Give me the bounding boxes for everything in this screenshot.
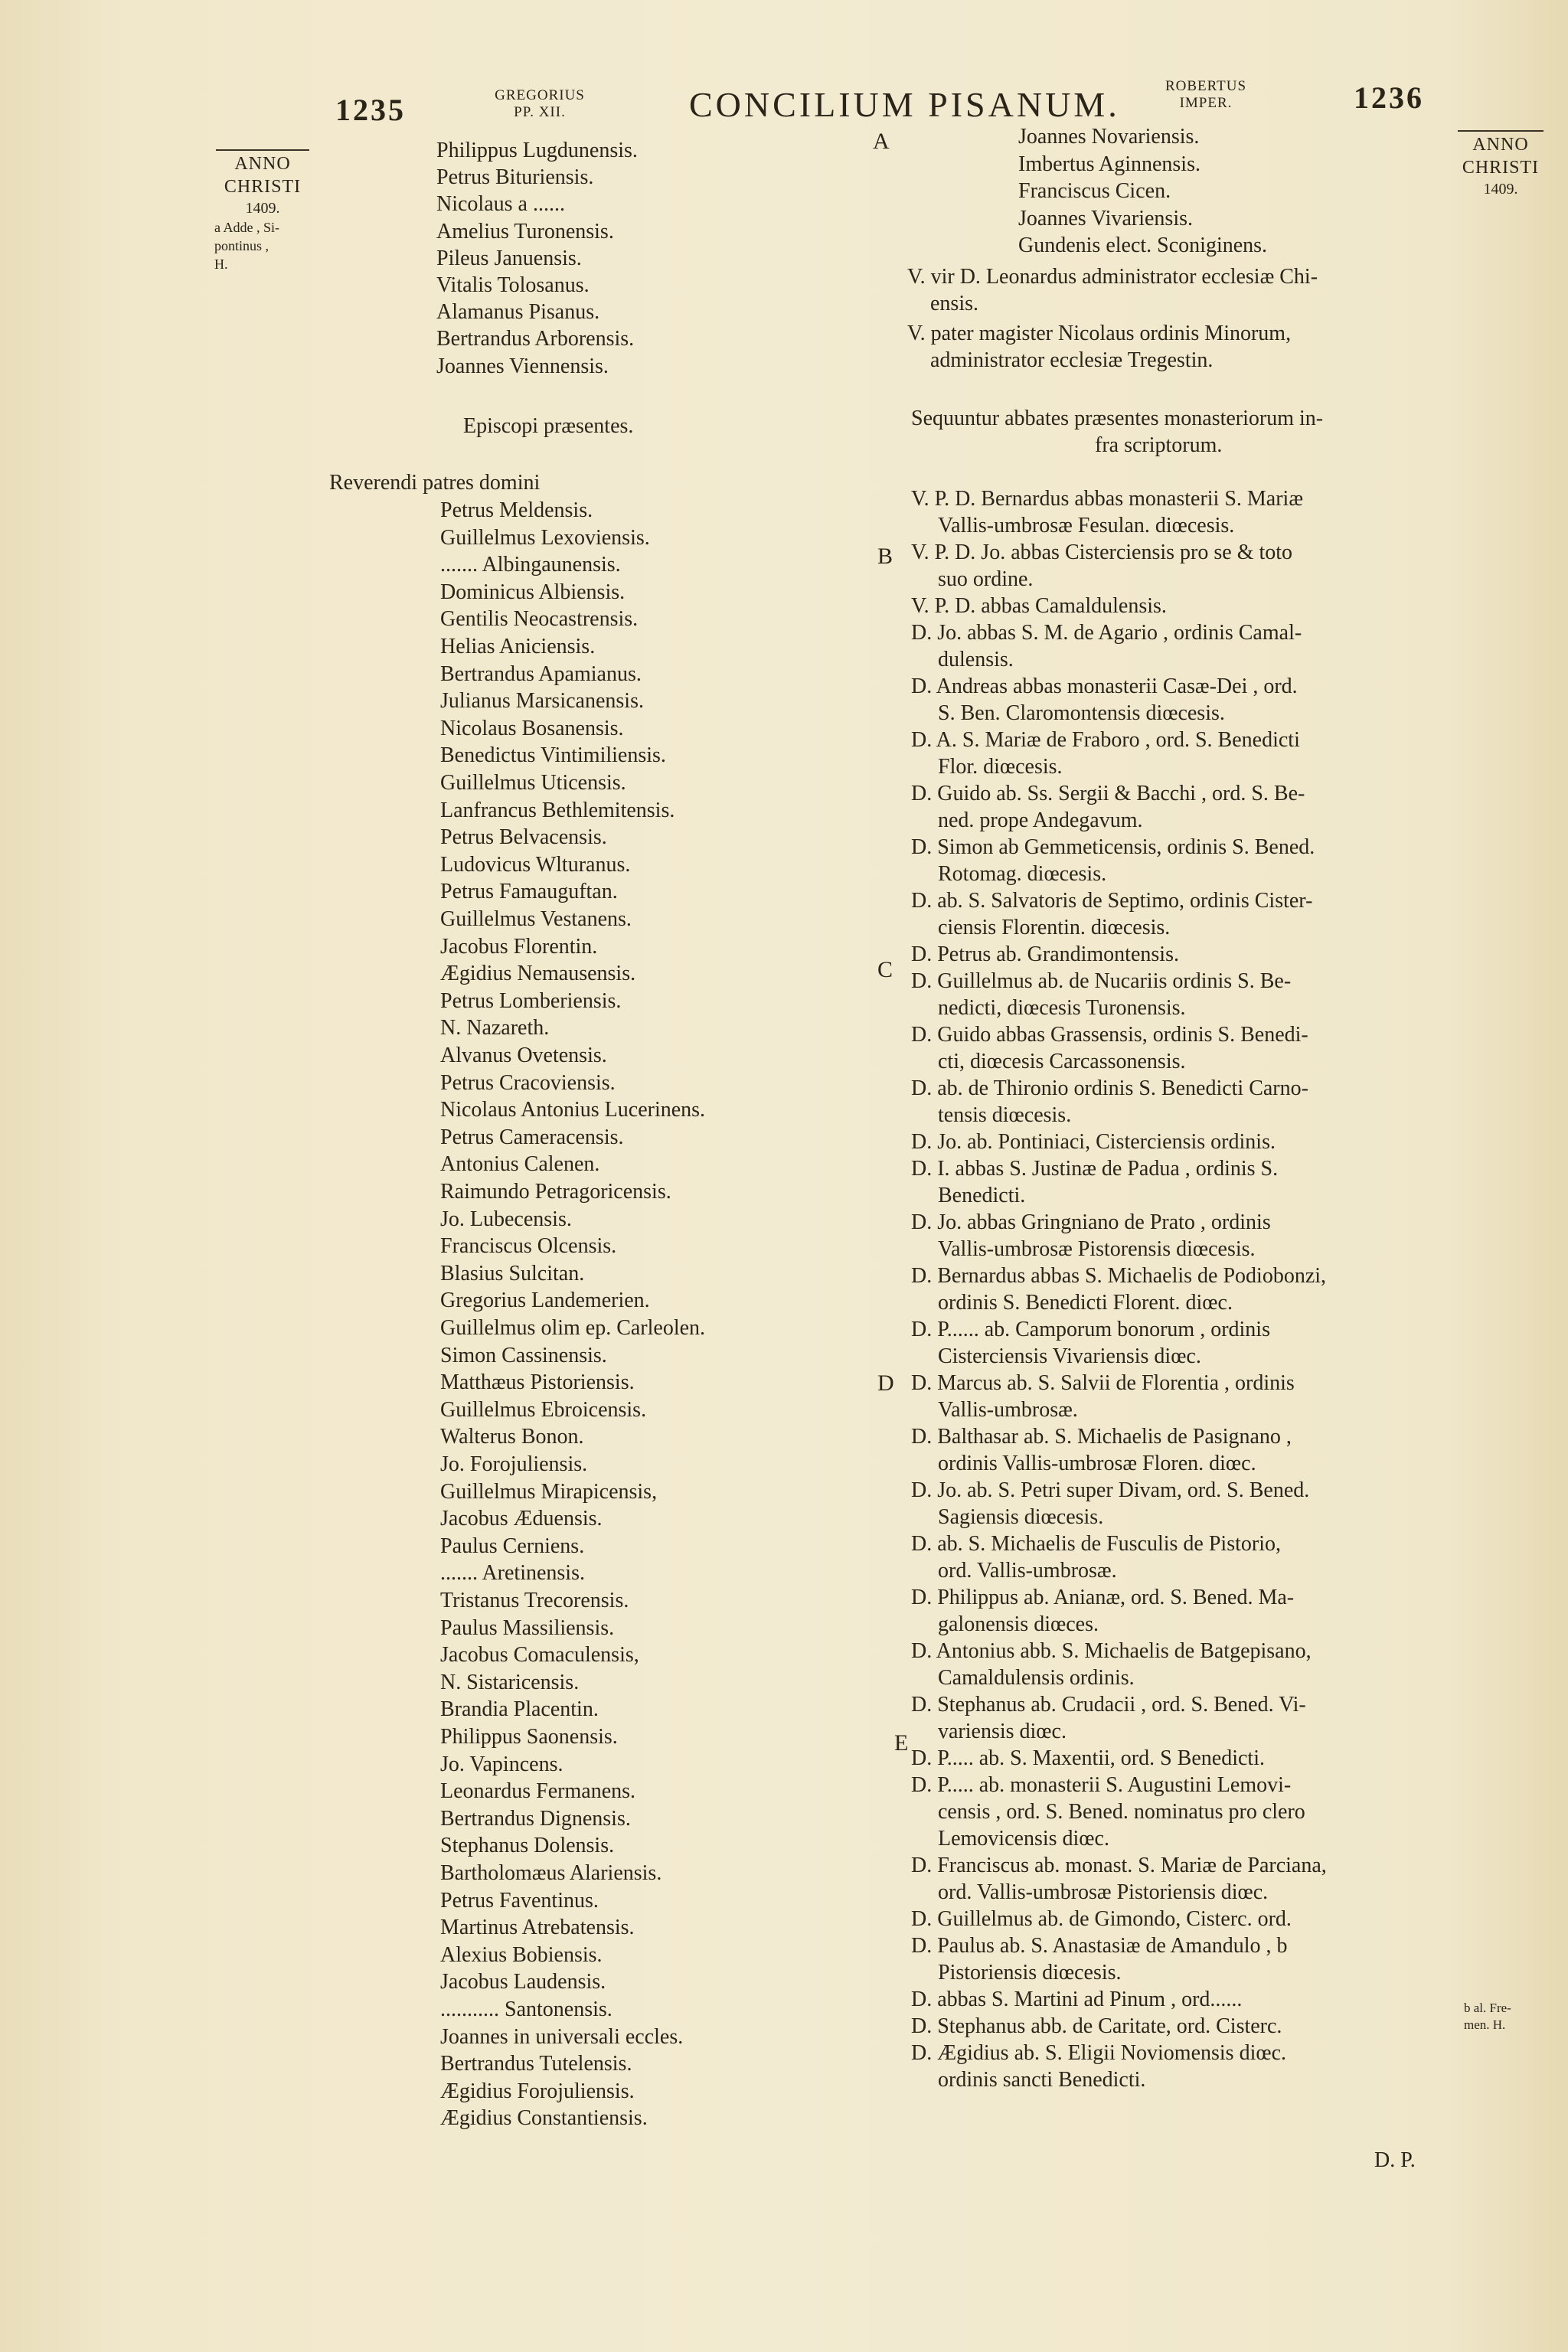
bishop-entry: Petrus Meldensis.: [440, 498, 593, 522]
page-number-left: 1235: [335, 93, 406, 127]
bishop-entry: Petrus Cracoviensis.: [440, 1070, 616, 1095]
bishop-entry: Jo. Forojuliensis.: [440, 1452, 588, 1476]
abbot-entry: tensis diœcesis.: [938, 1103, 1072, 1127]
archbishop-entry: Philippus Lugdunensis.: [436, 139, 638, 162]
abbot-entry: D. Jo. ab. Pontiniaci, Cisterciensis ordinis.: [911, 1130, 1276, 1154]
bishop-entry: ....... Albingaunensis.: [440, 553, 621, 577]
bishop-entry: Paulus Massiliensis.: [440, 1615, 615, 1640]
catchword: D. P.: [1374, 2148, 1416, 2172]
left-margin-note: [213, 149, 312, 273]
bishop-entry: Alvanus Ovetensis.: [440, 1044, 607, 1067]
bishop-entry: Raimundo Petragoricensis.: [440, 1180, 671, 1204]
emperor-name: ROBERTUS: [1165, 78, 1247, 94]
bishop-entry: Petrus Belvacensis.: [440, 825, 607, 850]
administrator-entry: V. vir D. Leonardus administrator ecclesiæ Chi-: [907, 265, 1318, 289]
bishop-entry: Ægidius Forojuliensis.: [440, 2079, 635, 2103]
bishop-entry: Jacobus Æduensis.: [440, 1507, 603, 1531]
abbot-entry: dulensis.: [938, 648, 1014, 671]
bishop-entry: Jacobus Laudensis.: [440, 1970, 606, 1994]
bishop-entry: Jacobus Comaculensis,: [440, 1643, 639, 1668]
bishop-entry: Guillelmus Mirapicensis,: [440, 1479, 658, 1504]
archbishop-entry: Petrus Bituriensis.: [436, 165, 594, 190]
abbot-entry: Sagiensis diœcesis.: [938, 1505, 1104, 1529]
abbot-entry: D. Philippus ab. Anianæ, ord. S. Bened. Ma-: [911, 1586, 1295, 1609]
running-header: [0, 77, 1568, 138]
abbot-entry: S. Ben. Claromontensis diœcesis.: [938, 701, 1225, 725]
abbot-entry: D. I. abbas S. Justinæ de Padua , ordinis S.: [911, 1157, 1279, 1181]
section-heading-abbates: Sequuntur abbates præsentes monasteriorum in-: [911, 407, 1324, 430]
bishop-entry: Dominicus Albiensis.: [440, 580, 626, 604]
bishop-entry: Bertrandus Apamianus.: [440, 662, 642, 686]
bishop-entry: Gentilis Neocastrensis.: [440, 607, 639, 632]
footnote-a-line3: H.: [214, 256, 228, 272]
section-letter-a: A: [873, 129, 890, 154]
bishop-entry: Nicolaus Antonius Lucerinens.: [440, 1098, 706, 1122]
archbishop-entry: Joannes Vivariensis.: [1018, 206, 1193, 230]
abbot-entry: ordinis Vallis-umbrosæ Floren. diœc.: [938, 1452, 1256, 1475]
abbot-entry: Pistoriensis diœcesis.: [938, 1961, 1122, 1984]
abbot-entry: D. Antonius abb. S. Michaelis de Batgepisano,: [911, 1639, 1312, 1663]
bishop-entry: Ægidius Nemausensis.: [440, 962, 636, 986]
abbot-entry: D. Guillelmus ab. de Gimondo, Cisterc. ord.: [911, 1907, 1292, 1931]
abbot-entry: D. Jo. abbas S. M. de Agario , ordinis Camal-: [911, 621, 1302, 645]
archbishop-entry: Bertrandus Arborensis.: [436, 327, 635, 351]
abbot-entry: D. P..... ab. monasterii S. Augustini Lemovi-: [911, 1773, 1292, 1797]
bishop-entry: Jo. Lubecensis.: [440, 1207, 572, 1231]
abbot-entry: Flor. diœcesis.: [938, 755, 1063, 779]
abbot-entry: ned. prope Andegavum.: [938, 808, 1143, 832]
bishop-entry: Ægidius Constantiensis.: [440, 2106, 648, 2131]
bishop-entry: Nicolaus Bosanensis.: [440, 716, 624, 740]
footnote-b: [1464, 2000, 1556, 2034]
bishop-entry: Alexius Bobiensis.: [440, 1942, 603, 1967]
abbot-entry: ordinis S. Benedicti Florent. diœc.: [938, 1291, 1233, 1315]
administrator-entry: administrator ecclesiæ Tregestin.: [930, 348, 1214, 372]
bishop-entry: Bartholomæus Alariensis.: [440, 1861, 662, 1885]
bishop-entry: Guillelmus Ebroicensis.: [440, 1397, 647, 1422]
abbot-entry: D. Balthasar ab. S. Michaelis de Pasignano ,: [911, 1425, 1292, 1449]
abbot-entry: D. Stephanus abb. de Caritate, ord. Cisterc.: [911, 2014, 1282, 2038]
abbot-entry: D. Marcus ab. S. Salvii de Florentia , ordinis: [911, 1371, 1295, 1395]
abbot-entry: Rotomag. diœcesis.: [938, 862, 1107, 886]
abbot-entry: D. ab. S. Michaelis de Fusculis de Pistorio,: [911, 1532, 1281, 1556]
abbot-entry: V. P. D. abbas Camaldulensis.: [911, 594, 1167, 618]
emperor-title: IMPER.: [1179, 95, 1233, 111]
section-letter-b: B: [877, 544, 893, 569]
abbot-entry: ord. Vallis-umbrosæ Pistoriensis diœc.: [938, 1880, 1269, 1904]
right-margin-note: [1455, 130, 1547, 199]
bishop-entry: Philippus Saonensis.: [440, 1725, 618, 1749]
bishop-entry: Jo. Vapincens.: [440, 1752, 564, 1776]
section-heading-abbates-line2: fra scriptorum.: [1095, 433, 1223, 457]
abbot-entry: D. ab. de Thironio ordinis S. Benedicti Carno-: [911, 1076, 1308, 1100]
abbot-entry: nedicti, diœcesis Turonensis.: [938, 996, 1186, 1020]
archbishop-entry: Alamanus Pisanus.: [436, 300, 600, 325]
anno-label: ANNO: [234, 154, 291, 174]
abbot-entry: D. Guillelmus ab. de Nucariis ordinis S. Be-: [911, 969, 1292, 993]
bishop-entry: ....... Aretinensis.: [440, 1561, 585, 1586]
page-title: CONCILIUM PISANUM.: [689, 85, 1120, 124]
abbot-entry: ord. Vallis-umbrosæ.: [938, 1559, 1117, 1583]
bishop-entry: Ludovicus Wlturanus.: [440, 852, 631, 877]
abbot-entry: V. P. D. Bernardus abbas monasterii S. Mariæ: [911, 487, 1303, 511]
bishop-entry: Julianus Marsicanensis.: [440, 689, 644, 714]
archbishop-entry: Vitalis Tolosanus.: [436, 273, 590, 297]
bishop-entry: N. Nazareth.: [440, 1016, 550, 1040]
abbot-entry: Vallis-umbrosæ.: [938, 1398, 1078, 1422]
abbot-entry: galonensis diœces.: [938, 1612, 1099, 1636]
bishop-entry: Jacobus Florentin.: [440, 934, 598, 959]
bishop-entry: Helias Aniciensis.: [440, 635, 596, 658]
administrator-entry: ensis.: [930, 292, 978, 315]
bishop-entry: Petrus Faventinus.: [440, 1888, 599, 1913]
abbot-entry: D. A. S. Mariæ de Fraboro , ord. S. Benedicti: [911, 728, 1300, 752]
page-number-right: 1236: [1354, 80, 1424, 115]
bishop-entry: Franciscus Olcensis.: [440, 1234, 617, 1259]
abbot-entry: D. Guido abbas Grassensis, ordinis S. Benedi-: [911, 1023, 1308, 1047]
abbot-entry: D. Guido ab. Ss. Sergii & Bacchi , ord. S. Be-: [911, 782, 1305, 805]
margin-rule: [216, 149, 309, 151]
archbishop-entry: Pileus Januensis.: [436, 246, 582, 270]
bishop-entry: Bertrandus Dignensis.: [440, 1806, 631, 1831]
archbishop-entry: Gundenis elect. Sconiginens.: [1018, 234, 1268, 257]
section-heading-episcopi: Episcopi præsentes.: [463, 414, 634, 438]
abbot-entry: Vallis-umbrosæ Fesulan. diœcesis.: [938, 514, 1235, 537]
abbot-entry: D. ab. S. Salvatoris de Septimo, ordinis Cister-: [911, 889, 1313, 913]
abbot-entry: censis , ord. S. Bened. nominatus pro clero: [938, 1800, 1305, 1824]
bishop-entry: Benedictus Vintimiliensis.: [440, 743, 666, 768]
abbot-entry: D. P..... ab. S. Maxentii, ord. S Benedicti.: [911, 1746, 1265, 1770]
anno-label: ANNO: [1472, 135, 1529, 155]
abbot-entry: D. Stephanus ab. Crudacii , ord. S. Bened. Vi-: [911, 1693, 1306, 1717]
abbot-entry: D. Petrus ab. Grandimontensis.: [911, 942, 1179, 966]
bishop-entry: Petrus Famauguftan.: [440, 880, 618, 904]
bishop-entry: ........... Santonensis.: [440, 1998, 612, 2021]
bishop-entry: Gregorius Landemerien.: [440, 1289, 650, 1313]
bishop-entry: Martinus Atrebatensis.: [440, 1916, 635, 1940]
year-label: 1409.: [245, 200, 280, 217]
year-label: 1409.: [1483, 181, 1518, 198]
archbishop-entry: Nicolaus a ......: [436, 192, 565, 217]
abbot-entry: Cisterciensis Vivariensis diœc.: [938, 1344, 1201, 1368]
archbishop-entry: Joannes Novariensis.: [1018, 125, 1200, 149]
bishop-entry: Brandia Placentin.: [440, 1697, 599, 1722]
footnote-a-line2: pontinus ,: [214, 238, 270, 253]
emperor-heading: [1156, 78, 1256, 112]
abbot-entry: D. Bernardus abbas S. Michaelis de Podiobonzi,: [911, 1264, 1327, 1288]
pope-title: PP. XII.: [514, 104, 566, 120]
footnote-a: a Adde , Si-: [214, 220, 279, 235]
footnote-b-line2: men. H.: [1464, 2017, 1506, 2032]
bishop-entry: Leonardus Fermanens.: [440, 1779, 636, 1804]
abbot-entry: D. Jo. ab. S. Petri super Divam, ord. S. Bened.: [911, 1478, 1310, 1502]
section-letter-c: C: [877, 957, 893, 982]
bishop-entry: Walterus Bonon.: [440, 1425, 584, 1449]
archbishop-entry: Amelius Turonensis.: [436, 219, 614, 243]
bishop-entry: Tristanus Trecorensis.: [440, 1589, 629, 1612]
abbot-entry: cti, diœcesis Carcassonensis.: [938, 1050, 1186, 1073]
bishop-entry: Matthæus Pistoriensis.: [440, 1370, 635, 1395]
abbot-entry: D. abbas S. Martini ad Pinum , ord......: [911, 1988, 1243, 2011]
abbot-entry: ciensis Florentin. diœcesis.: [938, 916, 1171, 939]
abbot-entry: ordinis sancti Benedicti.: [938, 2068, 1146, 2092]
abbot-entry: Benedicti.: [938, 1184, 1026, 1207]
abbot-entry: variensis diœc.: [938, 1720, 1067, 1743]
bishop-entry: Paulus Cerniens.: [440, 1534, 585, 1558]
pope-name: GREGORIUS: [495, 87, 585, 103]
bishop-entry: Antonius Calenen.: [440, 1152, 600, 1177]
bishop-entry: N. Sistaricensis.: [440, 1670, 580, 1694]
section-letter-e: E: [894, 1730, 909, 1756]
pope-heading: [490, 87, 590, 121]
bishop-entry: Petrus Cameracensis.: [440, 1125, 624, 1149]
bishop-entry: Guillelmus Uticensis.: [440, 771, 626, 795]
bishop-entry: Simon Cassinensis.: [440, 1343, 607, 1367]
abbot-entry: D. Andreas abbas monasterii Casæ-Dei , ord.: [911, 675, 1298, 698]
administrator-entry: V. pater magister Nicolaus ordinis Minorum,: [907, 322, 1292, 345]
abbot-entry: D. Simon ab Gemmeticensis, ordinis S. Bened.: [911, 835, 1315, 859]
abbot-entry: D. Paulus ab. S. Anastasiæ de Amandulo , b: [911, 1934, 1288, 1958]
bishop-entry: Blasius Sulcitan.: [440, 1261, 585, 1285]
archbishop-entry: Imbertus Aginnensis.: [1018, 152, 1200, 176]
abbot-entry: D. Franciscus ab. monast. S. Mariæ de Parciana,: [911, 1854, 1327, 1877]
abbot-entry: D. Ægidius ab. S. Eligii Noviomensis diœc.: [911, 2041, 1286, 2065]
archbishop-entry: Joannes Viennensis.: [436, 354, 609, 378]
abbot-entry: suo ordine.: [938, 567, 1034, 591]
reverendi-heading: Reverendi patres domini: [329, 471, 541, 495]
abbot-entry: D. Jo. abbas Gringniano de Prato , ordinis: [911, 1210, 1271, 1234]
bishop-entry: Joannes in universali eccles.: [440, 2024, 684, 2049]
bishop-entry: Bertrandus Tutelensis.: [440, 2052, 632, 2076]
abbot-entry: Vallis-umbrosæ Pistorensis diœcesis.: [938, 1237, 1256, 1261]
footnote-b-line1: b al. Fre-: [1464, 2001, 1511, 2015]
margin-rule: [1458, 130, 1544, 132]
archbishop-entry: Franciscus Cicen.: [1018, 179, 1171, 203]
christi-label: CHRISTI: [1462, 158, 1540, 178]
abbot-entry: Lemovicensis diœc.: [938, 1827, 1109, 1851]
christi-label: CHRISTI: [224, 177, 302, 197]
abbot-entry: D. P...... ab. Camporum bonorum , ordinis: [911, 1318, 1270, 1341]
bishop-entry: Lanfrancus Bethlemitensis.: [440, 798, 675, 822]
bishop-entry: Guillelmus Lexoviensis.: [440, 525, 650, 550]
bishop-entry: Guillelmus Vestanens.: [440, 907, 632, 931]
abbot-entry: Camaldulensis ordinis.: [938, 1666, 1135, 1690]
section-letter-d: D: [877, 1370, 894, 1396]
bishop-entry: Petrus Lomberiensis.: [440, 988, 622, 1013]
abbot-entry: V. P. D. Jo. abbas Cisterciensis pro se & toto: [911, 541, 1293, 564]
bishop-entry: Guillelmus olim ep. Carleolen.: [440, 1316, 706, 1340]
bishop-entry: Stephanus Dolensis.: [440, 1834, 615, 1858]
